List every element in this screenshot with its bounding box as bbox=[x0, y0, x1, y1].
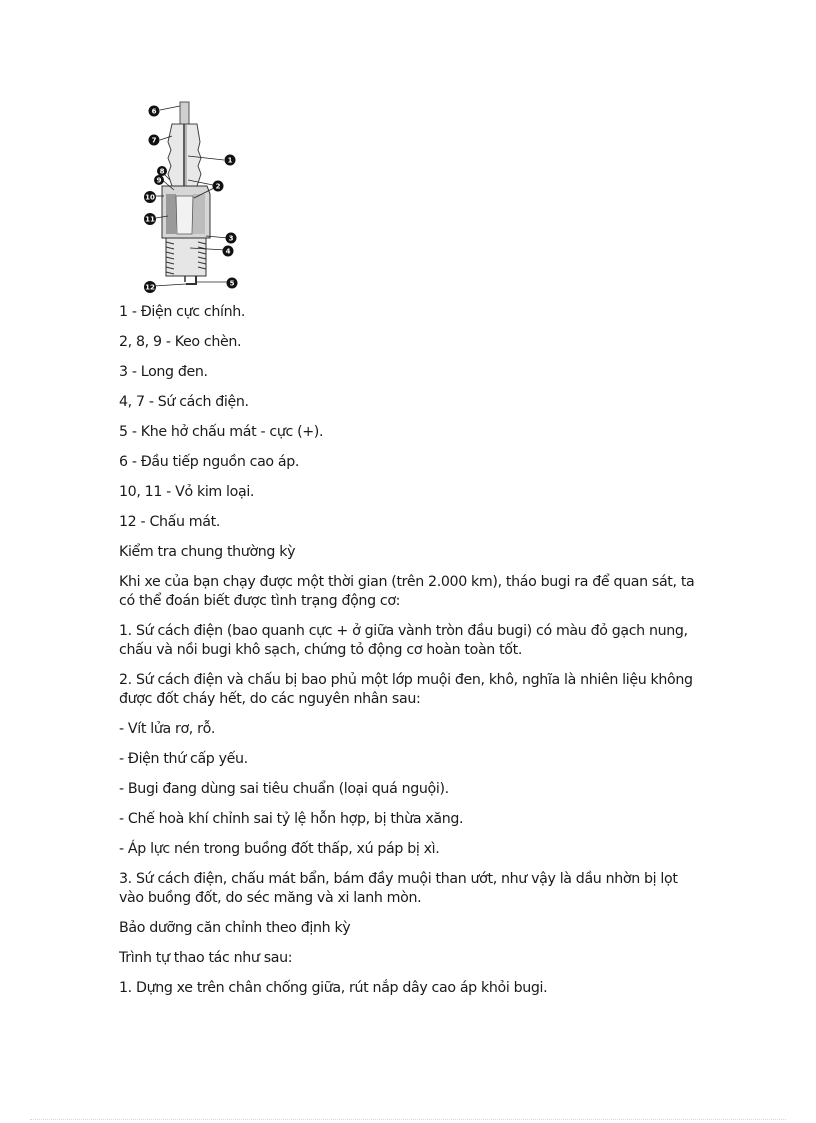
inspection-point-1: 1. Sứ cách điện (bao quanh cực + ở giữa vành tròn đầu bugi) có màu đỏ gạch nung, chấu và nồi bugi khô sạch, chứng tỏ động cơ hoàn toàn tốt. bbox=[119, 623, 688, 658]
inspection-point-2: 2. Sứ cách điện và chấu bị bao phủ một lớp muội đen, khô, nghĩa là nhiên liệu không được đốt cháy hết, do các nguyên nhân sau: bbox=[119, 672, 693, 707]
callout-2 bbox=[213, 181, 224, 192]
callout-11 bbox=[144, 213, 156, 225]
legend-item-2: 2, 8, 9 - Keo chèn. bbox=[119, 334, 242, 350]
maintenance-step-1: 1. Dựng xe trên chân chống giữa, rút nắp dây cao áp khỏi bugi. bbox=[119, 980, 548, 996]
maintenance-intro: Trình tự thao tác như sau: bbox=[119, 950, 293, 966]
svg-text:2: 2 bbox=[215, 182, 221, 191]
callout-9 bbox=[154, 175, 164, 185]
inspection-intro: Khi xe của bạn chạy được một thời gian (trên 2.000 km), tháo bugi ra để quan sát, ta có thể đoán biết được tình trạng động cơ: bbox=[119, 574, 695, 609]
cause-item: - Chế hoà khí chỉnh sai tỷ lệ hỗn hợp, bị thừa xăng. bbox=[119, 811, 464, 827]
callout-5 bbox=[227, 278, 238, 289]
legend-item-4: 4, 7 - Sứ cách điện. bbox=[119, 394, 249, 410]
section-heading-maintenance: Bảo dưỡng căn chỉnh theo định kỳ bbox=[119, 920, 351, 936]
svg-text:3: 3 bbox=[228, 234, 234, 243]
callout-3 bbox=[226, 233, 237, 244]
svg-text:8: 8 bbox=[159, 167, 165, 176]
inspection-point-3: 3. Sứ cách điện, chấu mát bẩn, bám đầy muội than ướt, như vậy là dầu nhờn bị lọt vào buồng đốt, do séc măng và xi lanh mòn. bbox=[119, 871, 678, 906]
document-body bbox=[119, 303, 704, 1009]
svg-text:6: 6 bbox=[151, 107, 157, 116]
legend-item-6: 6 - Đầu tiếp nguồn cao áp. bbox=[119, 454, 300, 470]
svg-text:9: 9 bbox=[156, 176, 162, 185]
svg-text:7: 7 bbox=[151, 136, 157, 145]
legend-item-3: 3 - Long đen. bbox=[119, 364, 208, 380]
cause-item: - Áp lực nén trong buồng đốt thấp, xú páp bị xì. bbox=[119, 841, 440, 857]
callout-6 bbox=[149, 106, 160, 117]
callout-12 bbox=[144, 281, 156, 293]
callout-4 bbox=[223, 246, 234, 257]
section-heading-inspection: Kiểm tra chung thường kỳ bbox=[119, 544, 296, 560]
svg-text:5: 5 bbox=[229, 279, 235, 288]
svg-text:11: 11 bbox=[145, 215, 155, 224]
spark-plug-diagram bbox=[130, 98, 260, 296]
page-bottom-divider bbox=[30, 1119, 786, 1120]
callout-1 bbox=[225, 155, 236, 166]
callout-7 bbox=[149, 135, 160, 146]
legend-item-1: 1 - Điện cực chính. bbox=[119, 304, 246, 320]
legend-item-8: 12 - Chấu mát. bbox=[119, 514, 220, 530]
svg-text:12: 12 bbox=[145, 283, 155, 292]
legend-item-5: 5 - Khe hở chấu mát - cực (+). bbox=[119, 424, 324, 440]
svg-text:4: 4 bbox=[225, 247, 231, 256]
callout-8 bbox=[157, 166, 167, 176]
svg-text:10: 10 bbox=[145, 193, 155, 202]
cause-item: - Điện thứ cấp yếu. bbox=[119, 751, 248, 767]
callout-10 bbox=[144, 191, 156, 203]
legend-item-7: 10, 11 - Vỏ kim loại. bbox=[119, 484, 255, 500]
cause-item: - Vít lửa rơ, rỗ. bbox=[119, 721, 216, 737]
svg-text:1: 1 bbox=[227, 156, 233, 165]
cause-item: - Bugi đang dùng sai tiêu chuẩn (loại quá nguội). bbox=[119, 781, 449, 797]
